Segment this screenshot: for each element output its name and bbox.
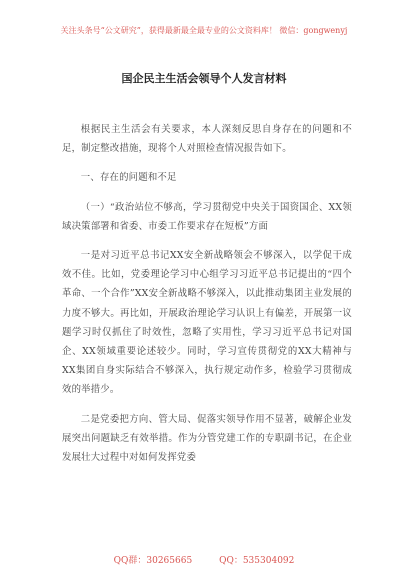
document-title: 国企民主生活会领导个人发言材料 — [121, 72, 287, 85]
paragraph-point-one: 一是对习近平总书记XX安全新战略领会不够深入，以学促干成效不佳。比如，党委理论学习中心组学习习近平总书记提出的“四个革命、一个合作”XX安全新战略不够深入，以此推动集团主业发展的力度不够大。再比如，开展政治理论学习认识上有偏差，开展第一议题学习时仅抓住了时效性，忽略了实用性，学习习近平总书记对国企、XX领域重要论述较少。同时，学习宣传贯彻党的XX大精神与XX集团自身实际结合不够深入，执行规定动作多，检验学习贯彻成效的举措少。 — [62, 250, 352, 396]
paragraph-point-two: 二是党委把方向、管大局、促落实领导作用不显著，破解企业发展突出问题缺乏有效举措。作为分管党建工作的专职副书记，在企业发展壮大过程中对如何发挥党委 — [62, 413, 352, 464]
paragraph-intro: 根据民主生活会有关要求，本人深刻反思自身存在的问题和不足，制定整改措施，现将个人对照检查情况报告如下。 — [62, 124, 352, 155]
footer-contact — [0, 553, 408, 566]
footer-qq-group: QQ群：30265665 — [113, 556, 193, 566]
footer-qq: QQ：535304092 — [219, 556, 295, 566]
section-heading: 一、存在的问题和不足 — [80, 172, 177, 184]
header-promo-note: 关注头条号“公文研究”，获得最新最全最专业的公文资料库！ 微信：gongwenyj — [60, 26, 348, 35]
document-body — [62, 120, 352, 477]
subsection-heading: （一）“政治站位不够高，学习贯彻党中央关于国资国企、XX领域决策部署和省委、市委工作要求存在短板”方面 — [62, 201, 352, 232]
